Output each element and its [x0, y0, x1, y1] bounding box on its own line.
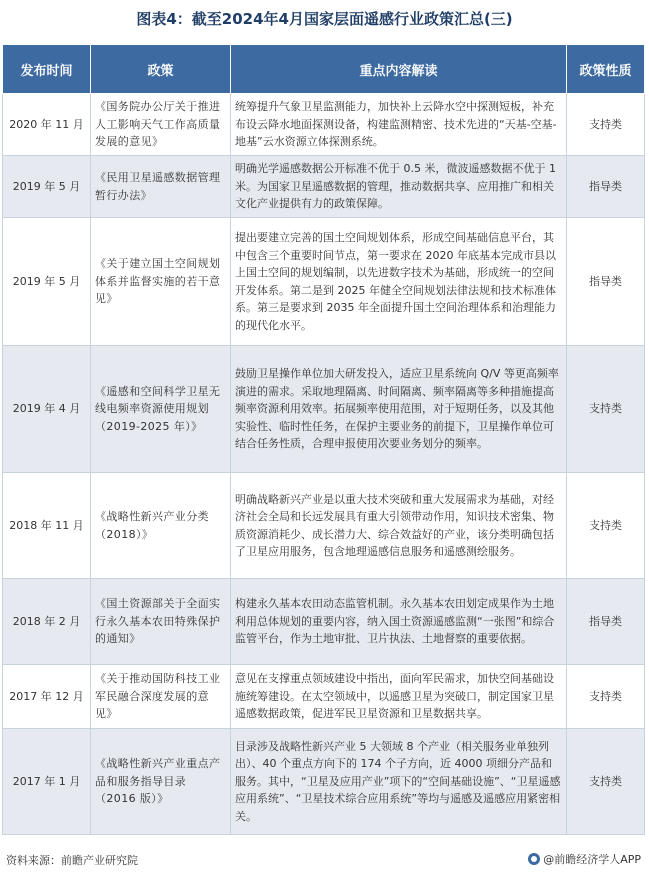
row-policy: 《国务院办公厅关于推进人工影响天气工作高质量发展的意见》: [91, 94, 231, 156]
row-date: 2019 年 5 月: [3, 156, 91, 218]
table-row: [3, 729, 645, 835]
row-nature: 指导类: [567, 579, 645, 665]
row-policy: 《关于建立国土空间规划体系并监督实施的若干意见》: [91, 218, 231, 346]
page-title: 图表4：截至2024年4月国家层面遥感行业政策汇总(三): [136, 10, 513, 28]
header-nature: 政策性质: [567, 45, 645, 94]
row-policy: 《战略性新兴产业分类（2018）》: [91, 473, 231, 579]
row-content: 明确光学遥感数据公开标准不优于 0.5 米，微波遥感数据不优于 1 米。为国家卫星遥感数据的管理，推动数据共享、应用推广和相关文化产业提供有力的政策保障。: [231, 156, 567, 218]
table-row: [3, 94, 645, 156]
row-content: 统筹提升气象卫星监测能力，加快补上云降水空中探测短板，补充布设云降水地面探测设备，构建监测精密、技术先进的“天基-空基-地基”云水资源立体探测系统。: [231, 94, 567, 156]
row-policy: 《民用卫星遥感数据管理暂行办法》: [91, 156, 231, 218]
row-nature: 支持类: [567, 94, 645, 156]
qianzhan-logo-icon: [528, 853, 540, 865]
row-content: 目录涉及战略性新兴产业 5 大领域 8 个产业（相关服务业单独列出）、40 个重点方向下的 174 个子方向，近 4000 项细分产品和服务。其中，“卫星及应用产业”项下的“空间基础设施”、“卫星遥感应用系统”、“卫星技术综合应用系统”等均与遥感及遥感应用紧密相关。: [231, 729, 567, 835]
brand-mark: [528, 851, 641, 867]
row-date: 2019 年 4 月: [3, 346, 91, 473]
row-date: 2018 年 2 月: [3, 579, 91, 665]
row-policy: 《国土资源部关于全面实行永久基本农田特殊保护的通知》: [91, 579, 231, 665]
policy-table: [2, 44, 645, 835]
row-content: 构建永久基本农田动态监管机制。永久基本农田划定成果作为土地利用总体规划的重要内容，纳入国土资源遥感监测“一张图”和综合监管平台，作为土地审批、卫片执法、土地督察的重要依据。: [231, 579, 567, 665]
row-nature: 指导类: [567, 156, 645, 218]
row-nature: 指导类: [567, 218, 645, 346]
row-nature: 支持类: [567, 729, 645, 835]
table-row: [3, 218, 645, 346]
table-row: [3, 665, 645, 729]
row-policy: 《关于推动国防科技工业军民融合深度发展的意见》: [91, 665, 231, 729]
header-date: 发布时间: [3, 45, 91, 94]
source-note: 资料来源：前瞻产业研究院: [6, 854, 138, 867]
table-row: [3, 346, 645, 473]
table-row: [3, 579, 645, 665]
row-date: 2017 年 12 月: [3, 665, 91, 729]
table-row: [3, 473, 645, 579]
row-nature: 支持类: [567, 473, 645, 579]
row-content: 提出要建立完善的国土空间规划体系，形成空间基础信息平台，其中包含三个重要时间节点，第一要求在 2020 年底基本完成市县以上国土空间的规划编制，以先进数字技术为基础，形成统一的空间开发体系。第二是到 2025 年健全空间规划法律法规和技术标准体系。第三是要求到 2035 年全面提升国土空间治理体系和治理能力的现代化水平。: [231, 218, 567, 346]
row-date: 2017 年 1 月: [3, 729, 91, 835]
row-policy: 《遥感和空间科学卫星无线电频率资源使用规划（2019-2025 年）》: [91, 346, 231, 473]
brand-text: @前瞻经济学人APP: [543, 853, 641, 866]
row-content: 鼓励卫星操作单位加大研发投入，适应卫星系统向 Q/V 等更高频率演进的需求。采取地理隔离、时间隔离、频率隔离等多种措施提高频率资源利用效率。拓展频率使用范围，对于短期任务，以及其他实验性、临时性任务，在保护主要业务的前提下，卫星操作单位可结合任务性质，合理申报使用次要业务划分的频率。: [231, 346, 567, 473]
row-policy: 《战略性新兴产业重点产品和服务指导目录（2016 版）》: [91, 729, 231, 835]
table-header-row: [3, 45, 645, 94]
row-date: 2018 年 11 月: [3, 473, 91, 579]
row-date: 2020 年 11 月: [3, 94, 91, 156]
row-date: 2019 年 5 月: [3, 218, 91, 346]
header-content: 重点内容解读: [231, 45, 567, 94]
row-nature: 支持类: [567, 346, 645, 473]
table-row: [3, 156, 645, 218]
row-nature: 支持类: [567, 665, 645, 729]
header-policy: 政策: [91, 45, 231, 94]
row-content: 明确战略新兴产业是以重大技术突破和重大发展需求为基础，对经济社会全局和长远发展具有重大引领带动作用，知识技术密集、物质资源消耗少、成长潜力大、综合效益好的产业，该分类明确包括了卫星应用服务，包含地理遥感信息服务和遥感测绘服务。: [231, 473, 567, 579]
row-content: 意见在支撑重点领域建设中指出，面向军民需求，加快空间基础设施统筹建设。在太空领域中，以遥感卫星为突破口，制定国家卫星遥感数据政策，促进军民卫星资源和卫星数据共享。: [231, 665, 567, 729]
